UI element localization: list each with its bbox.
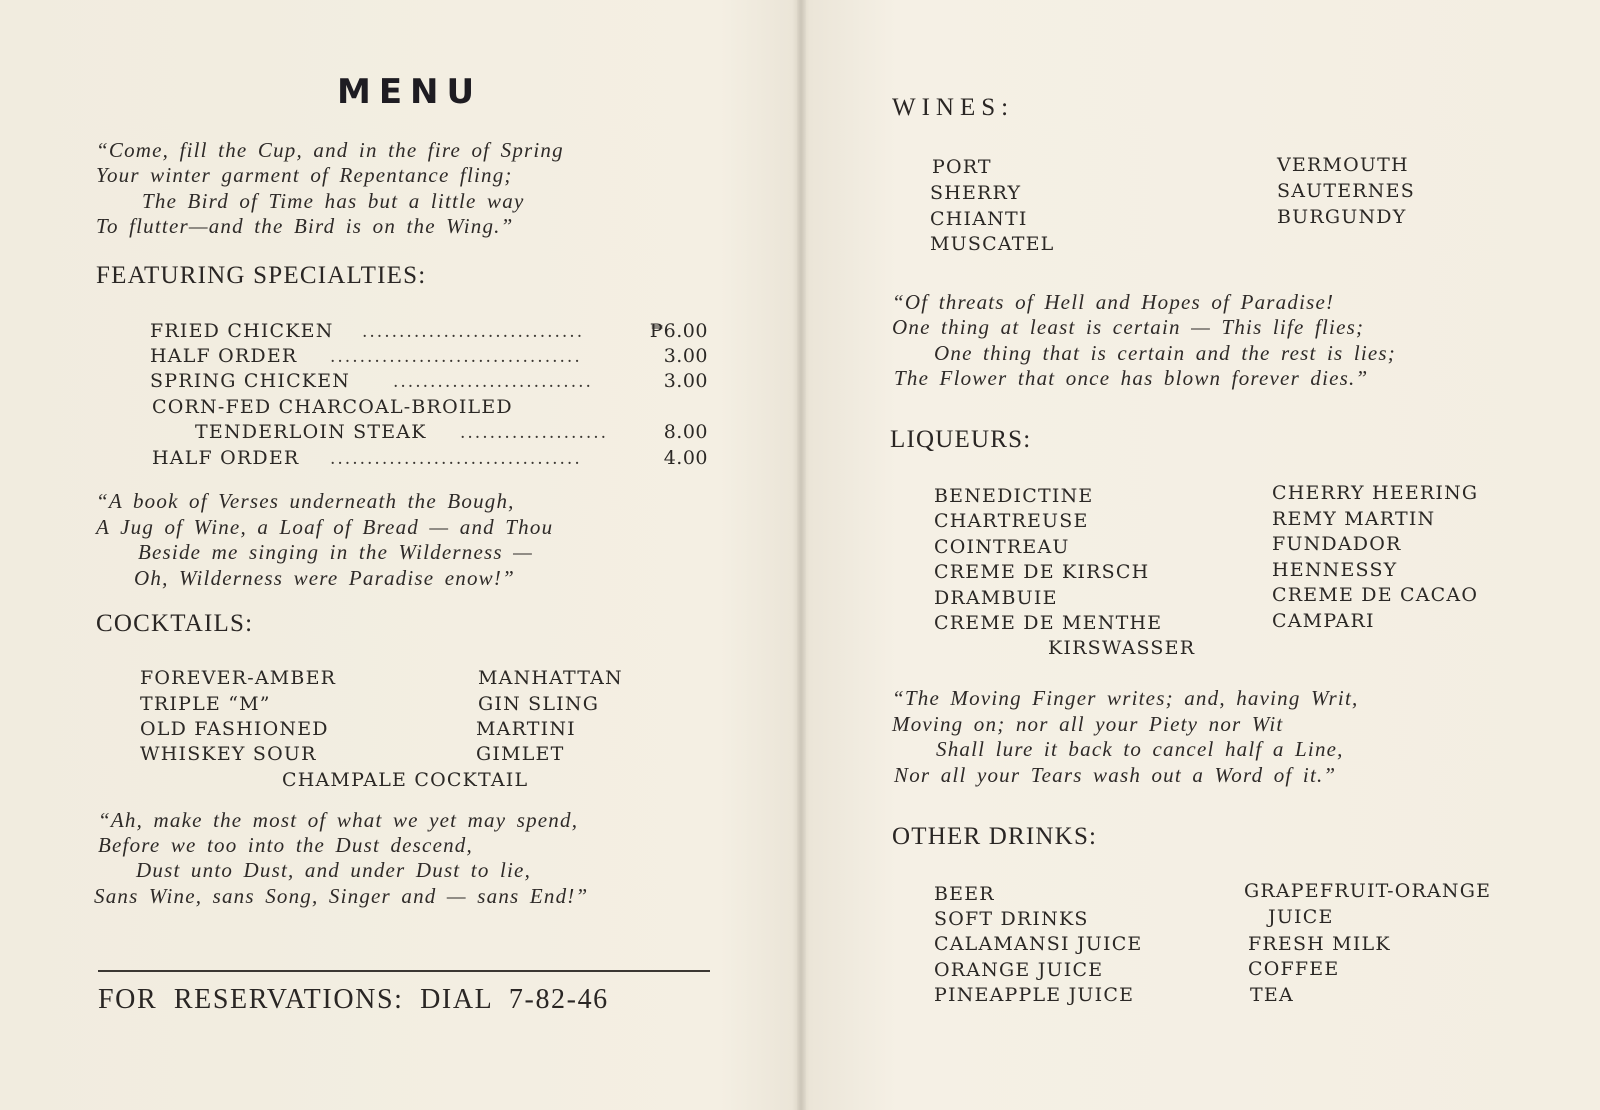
drink-item: CALAMANSI JUICE <box>934 933 1143 955</box>
specialty-price: ₱6.00 <box>649 320 708 342</box>
wine-item: MUSCATEL <box>930 233 1055 255</box>
dot-leader: .................... <box>460 423 609 443</box>
specialty-price: 4.00 <box>663 447 708 469</box>
specialty-price: 3.00 <box>663 345 708 367</box>
liqueur-item: CREME DE MENTHE <box>934 612 1163 634</box>
drink-item: PINEAPPLE JUICE <box>934 984 1135 1006</box>
liqueur-item: CREME DE CACAO <box>1272 584 1479 606</box>
liqueur-item: BENEDICTINE <box>934 485 1094 507</box>
verse-line: Oh, Wilderness were Paradise enow!” <box>134 566 515 590</box>
verse-line: To flutter—and the Bird is on the Wing.” <box>96 214 514 238</box>
verse-line: Your winter garment of Repentance fling; <box>96 163 513 187</box>
cocktail-item: TRIPLE “M” <box>140 693 271 715</box>
wine-item: VERMOUTH <box>1277 154 1409 176</box>
verse-line: Beside me singing in the Wilderness — <box>138 540 534 564</box>
specialty-name: CORN-FED CHARCOAL-BROILED <box>152 396 513 418</box>
specialty-name: TENDERLOIN STEAK <box>195 421 427 443</box>
verse-line: “A book of Verses underneath the Bough, <box>96 489 515 513</box>
verse-line: The Bird of Time has but a little way <box>142 189 525 213</box>
cocktail-item: GIN SLING <box>478 693 600 715</box>
verse-line: Nor all your Tears wash out a Word of it.” <box>894 763 1337 787</box>
drink-item: COFFEE <box>1248 958 1340 980</box>
drink-item: SOFT DRINKS <box>934 908 1089 930</box>
liqueur-item: CREME DE KIRSCH <box>934 561 1150 583</box>
dot-leader: .................................. <box>330 347 582 367</box>
verse-line: “Ah, make the most of what we yet may spend, <box>98 808 579 832</box>
dot-leader: ........................... <box>393 372 593 392</box>
liqueur-item: DRAMBUIE <box>934 587 1058 609</box>
drink-item: JUICE <box>1268 906 1334 928</box>
wine-item: SHERRY <box>930 182 1022 204</box>
liqueur-item: FUNDADOR <box>1272 533 1402 555</box>
drink-item: GRAPEFRUIT-ORANGE <box>1244 880 1492 902</box>
liqueur-item: HENNESSY <box>1272 559 1398 581</box>
verse-line: The Flower that once has blown forever dies.” <box>894 366 1369 390</box>
specialty-price: 8.00 <box>663 421 708 443</box>
liqueur-item: CHERRY HEERING <box>1272 482 1479 504</box>
divider-rule <box>98 970 710 972</box>
specialty-price: 3.00 <box>663 370 708 392</box>
liqueurs-heading: LIQUEURS: <box>890 426 1032 453</box>
wine-item: CHIANTI <box>930 208 1028 230</box>
liqueur-item: CAMPARI <box>1272 610 1375 632</box>
dot-leader: .................................. <box>330 449 582 469</box>
liqueur-item: REMY MARTIN <box>1272 508 1436 530</box>
cocktail-item: WHISKEY SOUR <box>140 743 317 765</box>
verse-line: “Come, fill the Cup, and in the fire of Spring <box>96 138 564 162</box>
cocktail-item: OLD FASHIONED <box>140 718 329 740</box>
cocktail-item: MANHATTAN <box>478 667 623 689</box>
wine-item: SAUTERNES <box>1277 180 1415 202</box>
wines-heading: WINES: <box>892 94 1015 121</box>
right-page <box>808 0 1600 1110</box>
liqueur-item: CHARTREUSE <box>934 510 1089 532</box>
liqueur-item: KIRSWASSER <box>1048 637 1196 659</box>
specialty-name: HALF ORDER <box>152 447 300 469</box>
verse-line: Moving on; nor all your Piety nor Wit <box>892 712 1284 736</box>
verse-line: One thing that is certain and the rest is lies; <box>934 341 1397 365</box>
dot-leader: .............................. <box>362 322 585 342</box>
verse-line: Before we too into the Dust descend, <box>98 833 473 857</box>
cocktails-heading: COCKTAILS: <box>96 610 254 637</box>
drink-item: ORANGE JUICE <box>934 959 1104 981</box>
wine-item: BURGUNDY <box>1277 206 1407 228</box>
other-drinks-heading: OTHER DRINKS: <box>892 823 1098 850</box>
cocktail-item: GIMLET <box>476 743 565 765</box>
verse-line: “The Moving Finger writes; and, having Writ, <box>892 686 1359 710</box>
liqueur-item: COINTREAU <box>934 536 1070 558</box>
drink-item: BEER <box>934 883 995 905</box>
specialty-name: SPRING CHICKEN <box>150 370 351 392</box>
cocktail-item: MARTINI <box>476 718 576 740</box>
specialty-name: FRIED CHICKEN <box>150 320 334 342</box>
specialty-name: HALF ORDER <box>150 345 298 367</box>
menu-title: MENU <box>337 72 483 112</box>
verse-line: Dust unto Dust, and under Dust to lie, <box>136 858 532 882</box>
reservations-line: FOR RESERVATIONS: DIAL 7-82-46 <box>98 984 609 1015</box>
drink-item: TEA <box>1250 984 1294 1006</box>
drink-item: FRESH MILK <box>1248 933 1391 955</box>
verse-line: One thing at least is certain — This life flies; <box>892 315 1365 339</box>
verse-line: A Jug of Wine, a Loaf of Bread — and Thou <box>96 515 554 539</box>
verse-line: “Of threats of Hell and Hopes of Paradise! <box>892 290 1335 314</box>
wine-item: PORT <box>932 156 992 178</box>
verse-line: Shall lure it back to cancel half a Line, <box>936 737 1344 761</box>
verse-line: Sans Wine, sans Song, Singer and — sans End!” <box>94 884 589 908</box>
cocktail-item: FOREVER-AMBER <box>140 667 337 689</box>
cocktail-item: CHAMPALE COCKTAIL <box>282 769 529 791</box>
specialties-heading: FEATURING SPECIALTIES: <box>96 262 427 289</box>
